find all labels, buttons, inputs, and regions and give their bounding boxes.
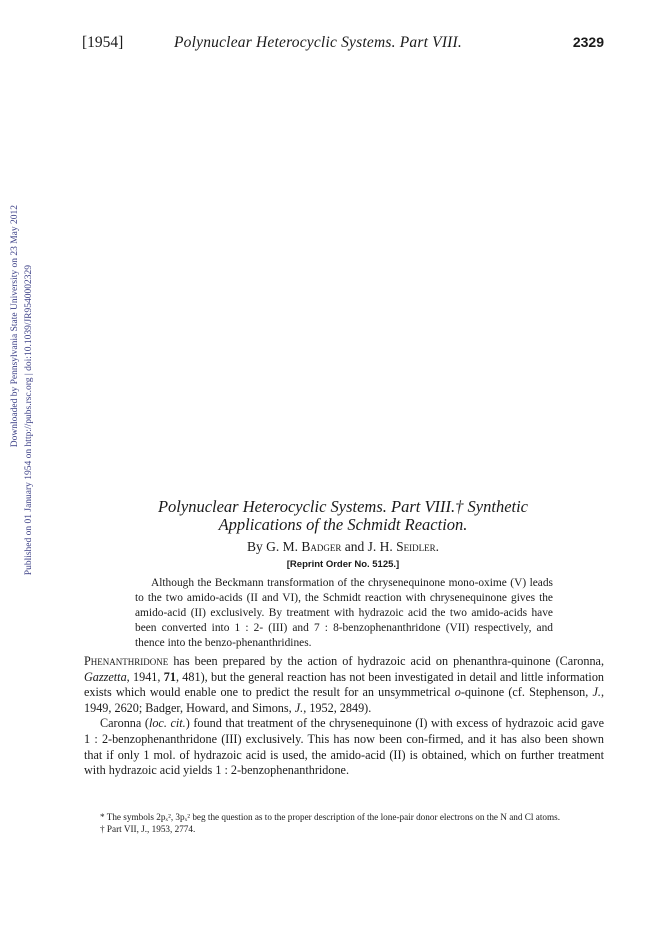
abstract [135,576,553,651]
byline-by: By G. M. [246,539,298,554]
journal-gazzetta: Gazzetta [84,669,127,684]
published-notice[interactable]: Published on 01 January 1954 on http://pubs.rsc.org | doi:10.1039/JR9540002329 [24,265,34,576]
paragraph-1 [84,654,604,716]
article-title-line1: Polynuclear Heterocyclic Systems. Part VIII.† Synthetic [157,497,529,516]
byline [82,539,604,555]
journal-j-2: J. [294,700,304,715]
byline-and: and J. H. [344,539,393,554]
loc-cit: loc. cit. [148,716,186,731]
journal-j-1: J. [592,685,601,700]
volume-71: 71 [163,669,176,684]
p1-text-c: , 481), but the general reaction has not been investigated in detail and little information exists which would enable one to predict the result for an unsymmetrical [84,669,605,700]
footnote-part-vii: † Part VII, J., 1953, 2774. [100,824,196,834]
author-seidler: Seidler. [396,539,440,554]
journal-year: [1954] [82,34,124,51]
reprint-order: [Reprint Order No. 5125.] [286,559,400,570]
page-number: 2329 [572,34,604,50]
downloaded-notice: Downloaded by Pennsylvania State University on 23 May 2012 [10,205,20,448]
p1-text-f: , 1952, 2849). [303,700,372,715]
download-sidebar [9,205,37,576]
footnotes [84,811,604,835]
body-text [84,654,604,779]
p1-text-d: -quinone (cf. Stephenson, [460,685,593,700]
lead-word: Phenanthridone [84,654,169,668]
footnote-symbols: * The symbols 2pₓ², 3pₓ² beg the question as to the proper description of the lone-pair donor electrons on the N and Cl atoms. [100,812,560,822]
article-title-line2: Applications of the Schmidt Reaction. [218,515,468,534]
paragraph-2 [84,716,604,778]
running-title: Polynuclear Heterocyclic Systems. Part VIII. [174,34,462,51]
p2-text-a: Caronna ( [100,716,149,731]
abstract-text: Although the Beckmann transformation of the chrysenequinone mono-oxime (V) leads to the two amido-acids (II and VI), the Schmidt reaction with chrysenequinone gives the amido-acid (II) exclusively. By treatment with hydrazoic acid the two amido-acids have been converted into 1 : 2- (III) and 7 : 8-benzophenanthridone (VII) respectively, and thence into the benzo-phenanthridines. [135,577,553,649]
p1-text-a: has been prepared by the action of hydrazoic acid on phenanthra-quinone (Caronna, [168,654,604,668]
p1-text-e: , 1949, 2620; Badger, Howard, and Simons, [84,685,604,715]
page-header [82,34,604,56]
ortho-o: o [454,685,461,700]
p1-text-b: , 1941, [126,669,164,684]
author-badger: Badger [301,539,342,554]
p2-text-b: ) found that treatment of the chrysenequinone (I) with excess of hydrazoic acid gave 1 : 2-benzophenanthridone (III) exclusively. This has now been con-firmed, and it has also been shown that if only 1 mol. of hydrazoic acid is used, the amido-acid (II) is obtained, which on further treatment with hydrazoic acid yields 1 : 2-benzophenanthridone. [84,716,604,778]
